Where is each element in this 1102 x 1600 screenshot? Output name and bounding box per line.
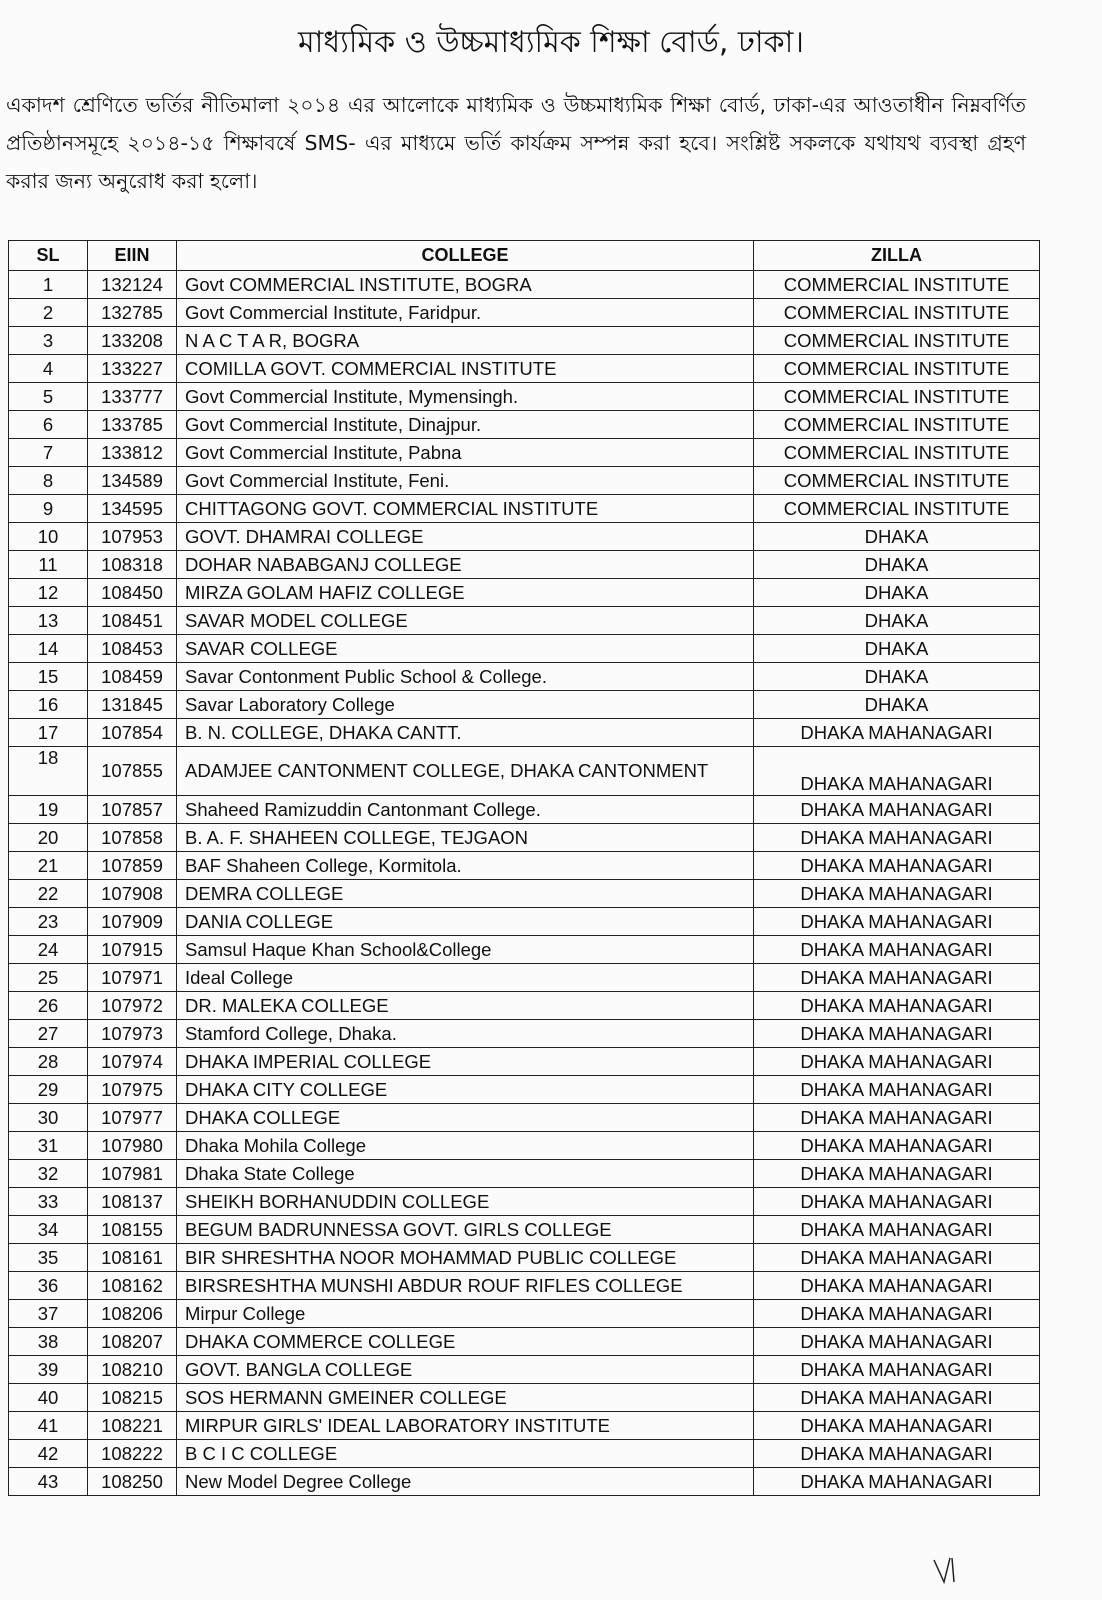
college-cell: Dhaka State College (177, 1160, 754, 1188)
eiin-cell: 108137 (88, 1188, 177, 1216)
eiin-cell: 107915 (88, 936, 177, 964)
college-cell: Mirpur College (177, 1300, 754, 1328)
table-header-row (9, 241, 1040, 271)
sl-cell: 38 (9, 1328, 88, 1356)
sl-cell: 33 (9, 1188, 88, 1216)
sl-cell: 29 (9, 1076, 88, 1104)
zilla-cell: DHAKA MAHANAGARI (754, 1300, 1040, 1328)
header-college: COLLEGE (177, 241, 754, 271)
eiin-cell: 108459 (88, 663, 177, 691)
sl-cell: 31 (9, 1132, 88, 1160)
college-cell: Govt Commercial Institute, Dinajpur. (177, 411, 754, 439)
table-row (9, 852, 1040, 880)
zilla-cell: DHAKA MAHANAGARI (754, 1104, 1040, 1132)
eiin-cell: 108210 (88, 1356, 177, 1384)
college-cell: Shaheed Ramizuddin Cantonmant College. (177, 796, 754, 824)
sl-cell: 34 (9, 1216, 88, 1244)
sl-cell: 6 (9, 411, 88, 439)
sl-cell: 40 (9, 1384, 88, 1412)
sl-cell: 19 (9, 796, 88, 824)
college-cell: MIRPUR GIRLS' IDEAL LABORATORY INSTITUTE (177, 1412, 754, 1440)
eiin-cell: 133812 (88, 439, 177, 467)
table-row (9, 824, 1040, 852)
header-eiin: EIIN (88, 241, 177, 271)
sl-cell: 13 (9, 607, 88, 635)
eiin-cell: 108222 (88, 1440, 177, 1468)
college-cell: Govt COMMERCIAL INSTITUTE, BOGRA (177, 271, 754, 299)
sl-cell: 20 (9, 824, 88, 852)
table-row (9, 1244, 1040, 1272)
sl-cell: 12 (9, 579, 88, 607)
eiin-cell: 107972 (88, 992, 177, 1020)
zilla-cell: DHAKA MAHANAGARI (754, 1440, 1040, 1468)
table-row (9, 1132, 1040, 1160)
eiin-cell: 108215 (88, 1384, 177, 1412)
college-cell: Savar Laboratory College (177, 691, 754, 719)
eiin-cell: 107975 (88, 1076, 177, 1104)
college-cell: Ideal College (177, 964, 754, 992)
sl-cell: 18 (9, 747, 88, 796)
college-cell: B. N. COLLEGE, DHAKA CANTT. (177, 719, 754, 747)
sl-cell: 23 (9, 908, 88, 936)
table-row (9, 271, 1040, 299)
eiin-cell: 108318 (88, 551, 177, 579)
table-row (9, 1076, 1040, 1104)
sl-cell: 36 (9, 1272, 88, 1300)
sl-cell: 21 (9, 852, 88, 880)
table-row (9, 523, 1040, 551)
sl-cell: 15 (9, 663, 88, 691)
table-row (9, 880, 1040, 908)
eiin-cell: 107909 (88, 908, 177, 936)
table-row (9, 411, 1040, 439)
zilla-cell: DHAKA MAHANAGARI (754, 1020, 1040, 1048)
sl-cell: 41 (9, 1412, 88, 1440)
zilla-cell: DHAKA MAHANAGARI (754, 1048, 1040, 1076)
zilla-cell: DHAKA MAHANAGARI (754, 964, 1040, 992)
sl-cell: 17 (9, 719, 88, 747)
sl-cell: 37 (9, 1300, 88, 1328)
sl-cell: 22 (9, 880, 88, 908)
eiin-cell: 107980 (88, 1132, 177, 1160)
zilla-cell: DHAKA (754, 551, 1040, 579)
document-title: মাধ্যমিক ও উচ্চমাধ্যমিক শিক্ষা বোর্ড, ঢাকা। (297, 25, 804, 60)
zilla-cell: DHAKA MAHANAGARI (754, 747, 1040, 796)
zilla-cell: DHAKA MAHANAGARI (754, 992, 1040, 1020)
college-cell: SAVAR COLLEGE (177, 635, 754, 663)
college-cell: DHAKA COMMERCE COLLEGE (177, 1328, 754, 1356)
sl-cell: 10 (9, 523, 88, 551)
zilla-cell: DHAKA (754, 607, 1040, 635)
college-table (8, 240, 1040, 1496)
sl-cell: 30 (9, 1104, 88, 1132)
eiin-cell: 108453 (88, 635, 177, 663)
college-cell: B C I C COLLEGE (177, 1440, 754, 1468)
table-row (9, 936, 1040, 964)
sl-cell: 5 (9, 383, 88, 411)
table-row (9, 964, 1040, 992)
college-cell: GOVT. BANGLA COLLEGE (177, 1356, 754, 1384)
table-row (9, 467, 1040, 495)
sl-cell: 39 (9, 1356, 88, 1384)
zilla-cell: COMMERCIAL INSTITUTE (754, 411, 1040, 439)
eiin-cell: 133227 (88, 355, 177, 383)
table-row (9, 1104, 1040, 1132)
sl-cell: 16 (9, 691, 88, 719)
sl-cell: 27 (9, 1020, 88, 1048)
eiin-cell: 108450 (88, 579, 177, 607)
college-cell: B. A. F. SHAHEEN COLLEGE, TEJGAON (177, 824, 754, 852)
eiin-cell: 107859 (88, 852, 177, 880)
eiin-cell: 132124 (88, 271, 177, 299)
college-cell: BIRSRESHTHA MUNSHI ABDUR ROUF RIFLES COLLEGE (177, 1272, 754, 1300)
sl-cell: 3 (9, 327, 88, 355)
eiin-cell: 132785 (88, 299, 177, 327)
table-row (9, 992, 1040, 1020)
eiin-cell: 107977 (88, 1104, 177, 1132)
table-row (9, 663, 1040, 691)
eiin-cell: 133777 (88, 383, 177, 411)
zilla-cell: DHAKA MAHANAGARI (754, 719, 1040, 747)
sl-cell: 43 (9, 1468, 88, 1496)
eiin-cell: 108161 (88, 1244, 177, 1272)
zilla-cell: DHAKA (754, 523, 1040, 551)
zilla-cell: DHAKA MAHANAGARI (754, 1356, 1040, 1384)
college-cell: CHITTAGONG GOVT. COMMERCIAL INSTITUTE (177, 495, 754, 523)
table-row (9, 495, 1040, 523)
header-zilla: ZILLA (754, 241, 1040, 271)
eiin-cell: 108250 (88, 1468, 177, 1496)
college-cell: SHEIKH BORHANUDDIN COLLEGE (177, 1188, 754, 1216)
zilla-cell: DHAKA MAHANAGARI (754, 1328, 1040, 1356)
college-cell: BEGUM BADRUNNESSA GOVT. GIRLS COLLEGE (177, 1216, 754, 1244)
signature-mark (930, 1552, 970, 1592)
sl-cell: 32 (9, 1160, 88, 1188)
zilla-cell: DHAKA MAHANAGARI (754, 1076, 1040, 1104)
intro-paragraph: একাদশ শ্রেণিতে ভর্তির নীতিমালা ২০১৪ এর আলোকে মাধ্যমিক ও উচ্চমাধ্যমিক শিক্ষা বোর্ড, ঢাকা-এর আওতাধীন নিম্নবর্ণিত প্রতিষ্ঠানসমূহে ২০১৪-১৫ শিক্ষাবর্ষে SMS- এর মাধ্যমে ভর্তি কার্যক্রম সম্পন্ন করা হবে। সংশ্লিষ্ট সকলকে যথাযথ ব্যবস্থা গ্রহণ করার জন্য অনুরোধ করা হলো। (6, 93, 1026, 193)
sl-cell: 26 (9, 992, 88, 1020)
eiin-cell: 107857 (88, 796, 177, 824)
eiin-cell: 107854 (88, 719, 177, 747)
sl-cell: 25 (9, 964, 88, 992)
college-cell: New Model Degree College (177, 1468, 754, 1496)
eiin-cell: 107973 (88, 1020, 177, 1048)
eiin-cell: 108162 (88, 1272, 177, 1300)
zilla-cell: DHAKA MAHANAGARI (754, 1468, 1040, 1496)
table-row (9, 1468, 1040, 1496)
eiin-cell: 131845 (88, 691, 177, 719)
sl-cell: 42 (9, 1440, 88, 1468)
zilla-cell: COMMERCIAL INSTITUTE (754, 439, 1040, 467)
zilla-cell: DHAKA MAHANAGARI (754, 1272, 1040, 1300)
zilla-cell: DHAKA MAHANAGARI (754, 1216, 1040, 1244)
eiin-cell: 133785 (88, 411, 177, 439)
college-cell: SOS HERMANN GMEINER COLLEGE (177, 1384, 754, 1412)
zilla-cell: COMMERCIAL INSTITUTE (754, 327, 1040, 355)
zilla-cell: COMMERCIAL INSTITUTE (754, 467, 1040, 495)
table-row (9, 383, 1040, 411)
zilla-cell: DHAKA (754, 663, 1040, 691)
header-sl: SL (9, 241, 88, 271)
eiin-cell: 107974 (88, 1048, 177, 1076)
eiin-cell: 108155 (88, 1216, 177, 1244)
table-row (9, 1188, 1040, 1216)
college-cell: COMILLA GOVT. COMMERCIAL INSTITUTE (177, 355, 754, 383)
table-row (9, 635, 1040, 663)
zilla-cell: COMMERCIAL INSTITUTE (754, 271, 1040, 299)
zilla-cell: DHAKA MAHANAGARI (754, 1160, 1040, 1188)
table-row (9, 607, 1040, 635)
sl-cell: 2 (9, 299, 88, 327)
zilla-cell: DHAKA MAHANAGARI (754, 1384, 1040, 1412)
eiin-cell: 133208 (88, 327, 177, 355)
college-cell: GOVT. DHAMRAI COLLEGE (177, 523, 754, 551)
eiin-cell: 107981 (88, 1160, 177, 1188)
college-cell: BAF Shaheen College, Kormitola. (177, 852, 754, 880)
zilla-cell: DHAKA MAHANAGARI (754, 796, 1040, 824)
eiin-cell: 107953 (88, 523, 177, 551)
sl-cell: 1 (9, 271, 88, 299)
college-cell: Govt Commercial Institute, Mymensingh. (177, 383, 754, 411)
college-cell: Govt Commercial Institute, Feni. (177, 467, 754, 495)
sl-cell: 28 (9, 1048, 88, 1076)
table-row (9, 719, 1040, 747)
zilla-cell: DHAKA (754, 635, 1040, 663)
table-row (9, 796, 1040, 824)
college-cell: ADAMJEE CANTONMENT COLLEGE, DHAKA CANTONMENT (177, 747, 754, 796)
college-cell: DHAKA IMPERIAL COLLEGE (177, 1048, 754, 1076)
zilla-cell: DHAKA MAHANAGARI (754, 824, 1040, 852)
college-cell: DEMRA COLLEGE (177, 880, 754, 908)
table-row (9, 327, 1040, 355)
college-cell: DOHAR NABABGANJ COLLEGE (177, 551, 754, 579)
eiin-cell: 107858 (88, 824, 177, 852)
eiin-cell: 134589 (88, 467, 177, 495)
eiin-cell: 107971 (88, 964, 177, 992)
sl-cell: 8 (9, 467, 88, 495)
table-row (9, 439, 1040, 467)
college-cell: N A C T A R, BOGRA (177, 327, 754, 355)
college-cell: DR. MALEKA COLLEGE (177, 992, 754, 1020)
table-row (9, 1216, 1040, 1244)
college-cell: DHAKA CITY COLLEGE (177, 1076, 754, 1104)
eiin-cell: 107855 (88, 747, 177, 796)
sl-cell: 9 (9, 495, 88, 523)
college-cell: DHAKA COLLEGE (177, 1104, 754, 1132)
table-row (9, 1440, 1040, 1468)
sl-cell: 35 (9, 1244, 88, 1272)
eiin-cell: 108206 (88, 1300, 177, 1328)
college-cell: BIR SHRESHTHA NOOR MOHAMMAD PUBLIC COLLEGE (177, 1244, 754, 1272)
table-row (9, 908, 1040, 936)
zilla-cell: DHAKA (754, 579, 1040, 607)
college-cell: Govt Commercial Institute, Pabna (177, 439, 754, 467)
zilla-cell: COMMERCIAL INSTITUTE (754, 299, 1040, 327)
table-row (9, 1384, 1040, 1412)
eiin-cell: 108451 (88, 607, 177, 635)
zilla-cell: DHAKA MAHANAGARI (754, 852, 1040, 880)
zilla-cell: DHAKA MAHANAGARI (754, 1412, 1040, 1440)
table-row (9, 579, 1040, 607)
zilla-cell: DHAKA MAHANAGARI (754, 1244, 1040, 1272)
zilla-cell: DHAKA MAHANAGARI (754, 908, 1040, 936)
zilla-cell: DHAKA MAHANAGARI (754, 1188, 1040, 1216)
table-row (9, 1328, 1040, 1356)
table-row (9, 691, 1040, 719)
zilla-cell: DHAKA (754, 691, 1040, 719)
table-row (9, 1020, 1040, 1048)
college-cell: Savar Contonment Public School & College. (177, 663, 754, 691)
table-row (9, 355, 1040, 383)
college-cell: MIRZA GOLAM HAFIZ COLLEGE (177, 579, 754, 607)
table-row (9, 1048, 1040, 1076)
table-row (9, 1300, 1040, 1328)
table-row (9, 299, 1040, 327)
sl-cell: 24 (9, 936, 88, 964)
table-row (9, 1356, 1040, 1384)
sl-cell: 4 (9, 355, 88, 383)
zilla-cell: DHAKA MAHANAGARI (754, 1132, 1040, 1160)
sl-cell: 7 (9, 439, 88, 467)
eiin-cell: 134595 (88, 495, 177, 523)
table-row (9, 747, 1040, 796)
table-row (9, 1272, 1040, 1300)
college-cell: SAVAR MODEL COLLEGE (177, 607, 754, 635)
eiin-cell: 108221 (88, 1412, 177, 1440)
zilla-cell: COMMERCIAL INSTITUTE (754, 383, 1040, 411)
zilla-cell: COMMERCIAL INSTITUTE (754, 355, 1040, 383)
college-cell: Samsul Haque Khan School&College (177, 936, 754, 964)
zilla-cell: COMMERCIAL INSTITUTE (754, 495, 1040, 523)
eiin-cell: 108207 (88, 1328, 177, 1356)
college-cell: DANIA COLLEGE (177, 908, 754, 936)
table-row (9, 1160, 1040, 1188)
college-cell: Govt Commercial Institute, Faridpur. (177, 299, 754, 327)
table-row (9, 1412, 1040, 1440)
sl-cell: 14 (9, 635, 88, 663)
college-cell: Stamford College, Dhaka. (177, 1020, 754, 1048)
sl-cell: 11 (9, 551, 88, 579)
zilla-cell: DHAKA MAHANAGARI (754, 880, 1040, 908)
college-cell: Dhaka Mohila College (177, 1132, 754, 1160)
zilla-cell: DHAKA MAHANAGARI (754, 936, 1040, 964)
table-row (9, 551, 1040, 579)
eiin-cell: 107908 (88, 880, 177, 908)
